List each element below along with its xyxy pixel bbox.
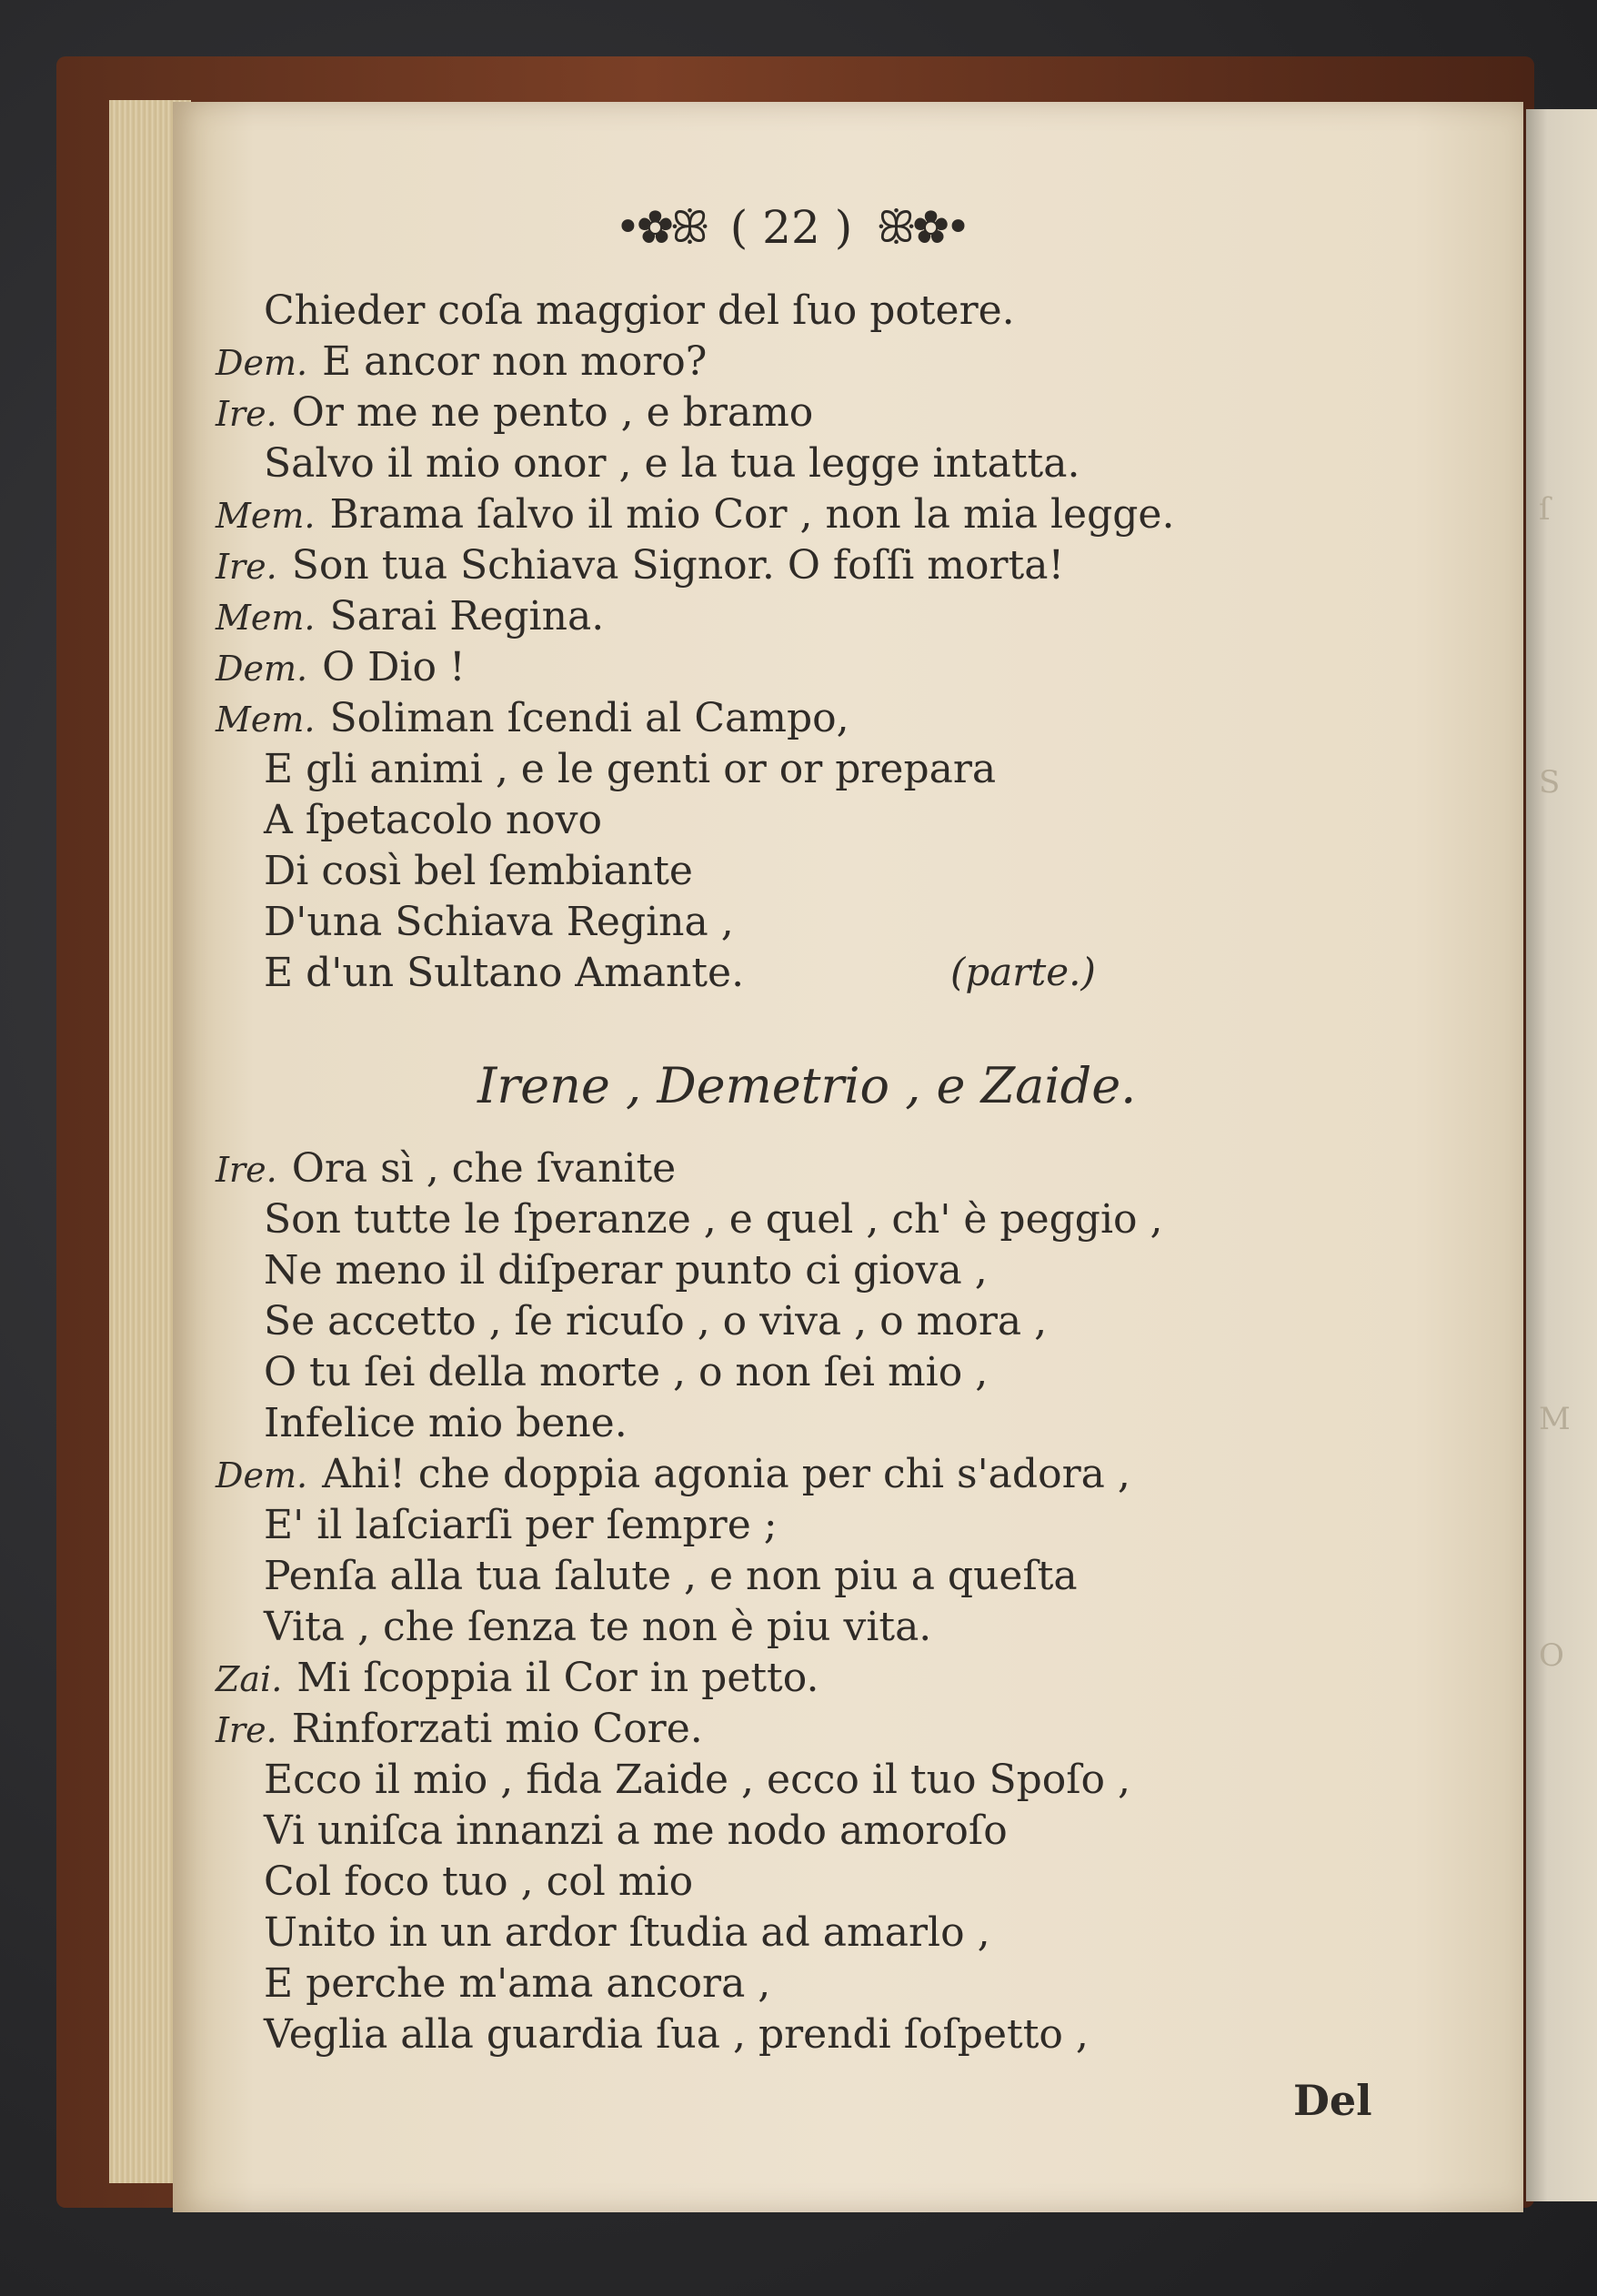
speaker-label: Dem. xyxy=(216,343,308,383)
adjacent-page-edge: ſ S M O xyxy=(1526,109,1597,2201)
verse-line xyxy=(264,1757,1131,1803)
scene-heading: Irene , Demetrio , e Zaide. xyxy=(477,1057,1137,1114)
verse-line xyxy=(264,797,603,843)
verse-line xyxy=(264,1196,1163,1243)
stage-direction: (parte.) xyxy=(950,950,1096,994)
verse-line xyxy=(216,389,814,436)
speaker-label: Ire. xyxy=(216,394,277,434)
line-text: Sarai Regina. xyxy=(329,593,605,639)
line-text: Ne meno il diſperar punto ci giova , xyxy=(264,1247,988,1294)
page-header xyxy=(555,196,1028,259)
line-text: Col foco tuo , col mio xyxy=(264,1858,694,1905)
line-text: Salvo il mio onor , e la tua legge intatta. xyxy=(264,440,1080,487)
verse-line xyxy=(264,287,1015,334)
speaker-label: Ire. xyxy=(216,547,277,587)
line-text: Mi ſcoppia il Cor in petto. xyxy=(296,1655,819,1701)
line-text: Di così bel ſembiante xyxy=(264,848,693,894)
verse-line xyxy=(264,1553,1078,1599)
line-text: Vita , che ſenza te non è piu vita. xyxy=(264,1604,932,1650)
verse-line xyxy=(264,1400,628,1446)
speaker-label: Ire. xyxy=(216,1710,277,1750)
verse-line xyxy=(264,1604,932,1650)
line-text: Ecco il mio , fida Zaide , ecco il tuo Spoſo , xyxy=(264,1757,1131,1803)
speaker-label: Zai. xyxy=(216,1659,283,1699)
line-text: A ſpetacolo novo xyxy=(264,797,603,843)
ornament-left: •✿ꕥ xyxy=(615,201,707,253)
line-text: O tu ſei della morte , o non ſei mio , xyxy=(264,1349,989,1395)
verse-line xyxy=(264,1960,771,2007)
line-text: Or me ne pento , e bramo xyxy=(291,389,814,436)
line-text: Son tua Schiava Signor. O foſſi morta! xyxy=(291,542,1065,589)
verse-line xyxy=(264,1808,1008,1854)
verse-line xyxy=(264,1298,1048,1344)
line-text: Chieder coſa maggior del ſuo potere. xyxy=(264,287,1015,334)
speaker-label: Mem. xyxy=(216,598,316,638)
speaker-label: Mem. xyxy=(216,700,316,740)
verse-line xyxy=(216,338,708,385)
verse-line xyxy=(216,1145,677,1192)
verse-line xyxy=(264,1909,990,1956)
page-number: ( 22 ) xyxy=(729,201,853,254)
line-text: Ahi! che doppia agonia per chi s'adora , xyxy=(322,1451,1130,1497)
ornament-right: ꕥ✿• xyxy=(876,201,968,253)
speaker-label: Dem. xyxy=(216,1455,308,1495)
line-text: O Dio ! xyxy=(322,644,466,690)
verse-line xyxy=(216,695,849,741)
line-text: Veglia alla guardia ſua , prendi ſoſpetto , xyxy=(264,2011,1089,2058)
line-text: Rinforzati mio Core. xyxy=(291,1706,703,1752)
line-text: Ora sì , che ſvanite xyxy=(291,1145,677,1192)
verse-line xyxy=(264,440,1080,487)
verse-line xyxy=(216,593,605,639)
verse-line xyxy=(264,746,997,792)
catchword: Del xyxy=(1293,2076,1372,2125)
verse-line xyxy=(216,644,466,690)
line-text: Soliman ſcendi al Campo, xyxy=(329,695,849,741)
verse-line xyxy=(264,899,734,945)
line-text: D'una Schiava Regina , xyxy=(264,899,734,945)
verse-line xyxy=(216,542,1065,589)
line-text: Vi uniſca innanzi a me nodo amoroſo xyxy=(264,1808,1008,1854)
line-text: Penſa alla tua ſalute , e non piu a queſta xyxy=(264,1553,1078,1599)
line-text: E d'un Sultano Amante. xyxy=(264,950,745,996)
line-text: Infelice mio bene. xyxy=(264,1400,628,1446)
verse-line xyxy=(264,848,693,894)
verse-line xyxy=(264,2011,1089,2058)
line-text: E perche m'ama ancora , xyxy=(264,1960,771,2007)
verse-line xyxy=(264,1502,778,1548)
verse-line xyxy=(216,1451,1130,1497)
verse-line xyxy=(264,1349,989,1395)
line-text: Se accetto , ſe ricuſo , o viva , o mora , xyxy=(264,1298,1048,1344)
line-text: E' il laſciarſi per ſempre ; xyxy=(264,1502,778,1548)
line-text: Unito in un ardor ſtudia ad amarlo , xyxy=(264,1909,990,1956)
line-text: Brama ſalvo il mio Cor , non la mia legge. xyxy=(329,491,1175,538)
verse-line xyxy=(216,1706,703,1752)
speaker-label: Ire. xyxy=(216,1150,277,1190)
verse-line xyxy=(216,1655,819,1701)
line-text: E ancor non moro? xyxy=(322,338,708,385)
verse-line xyxy=(264,1858,694,1905)
verse-line xyxy=(264,1247,988,1294)
speaker-label: Dem. xyxy=(216,649,308,689)
line-text: E gli animi , e le genti or or prepara xyxy=(264,746,997,792)
line-text: Son tutte le ſperanze , e quel , ch' è peggio , xyxy=(264,1196,1163,1243)
verse-line xyxy=(216,491,1175,538)
speaker-label: Mem. xyxy=(216,496,316,536)
verse-line xyxy=(264,950,745,996)
